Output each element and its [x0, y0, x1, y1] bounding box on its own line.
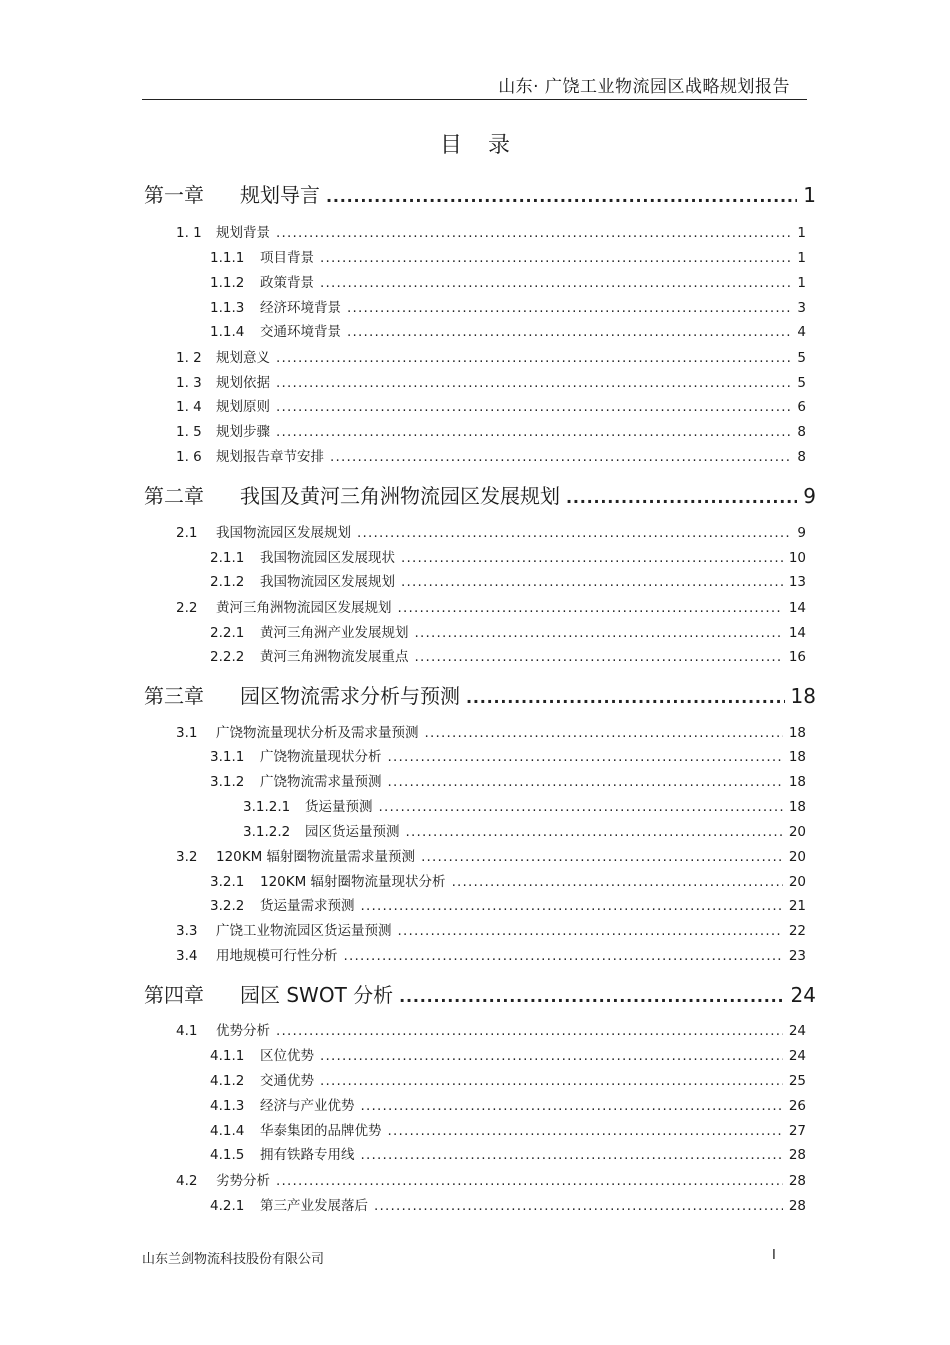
dot-leader	[276, 1173, 783, 1189]
toc-entry-number: 1. 1	[176, 225, 202, 241]
toc-entry[interactable]	[210, 1119, 806, 1139]
toc-entry-page: 1	[797, 225, 806, 241]
toc-entry[interactable]	[210, 1143, 806, 1163]
toc-entry-title: 黄河三角洲物流发展重点	[260, 649, 409, 665]
toc-entry-title: 项目背景	[260, 250, 314, 266]
toc-entry[interactable]	[210, 320, 806, 340]
toc-entry-number: 2.1	[176, 525, 198, 541]
dot-leader	[326, 187, 797, 206]
toc-entry-title: 华泰集团的品牌优势	[260, 1123, 382, 1139]
dot-leader	[388, 749, 783, 765]
toc-entry-number: 2.2.2	[210, 649, 245, 665]
toc-entry-number: 3.1.2.2	[243, 824, 291, 840]
dot-leader	[401, 574, 783, 590]
toc-entry-page: 18	[790, 684, 816, 708]
dot-leader	[330, 449, 791, 465]
toc-entry-title: 120KM 辐射圈物流量现状分析	[260, 874, 446, 890]
dot-leader	[374, 1198, 783, 1214]
running-header: 山东· 广饶工业物流园区战略规划报告	[498, 77, 790, 97]
dot-leader	[398, 923, 783, 939]
toc-entry-page: 13	[788, 574, 806, 590]
toc-entry[interactable]	[176, 1019, 806, 1039]
toc-entry-title: 我国物流园区发展现状	[260, 550, 395, 566]
toc-entry-page: 10	[788, 550, 806, 566]
toc-entry[interactable]	[210, 1194, 806, 1214]
toc-entry[interactable]	[176, 521, 806, 541]
toc-entry-page: 8	[797, 449, 806, 465]
toc-entry-page: 9	[803, 484, 816, 508]
toc-entry-page: 9	[797, 525, 806, 541]
toc-entry-page: 16	[788, 649, 806, 665]
toc-entry-title: 政策背景	[260, 275, 314, 291]
toc-entry-title: 广饶物流量现状分析及需求量预测	[216, 725, 419, 741]
toc-entry[interactable]	[176, 395, 806, 415]
toc-entry-number: 3.1.2.1	[243, 799, 291, 815]
toc-entry-page: 6	[797, 399, 806, 415]
dot-leader	[320, 275, 791, 291]
toc-entry-number: 1.1.1	[210, 250, 245, 266]
dot-leader	[276, 424, 791, 440]
toc-entry-page: 18	[788, 799, 806, 815]
toc-entry-number: 3.4	[176, 948, 198, 964]
toc-entry-title: 规划导言	[240, 183, 320, 207]
toc-entry-page: 24	[788, 1048, 806, 1064]
toc-entry[interactable]	[210, 570, 806, 590]
toc-entry-number: 1. 2	[176, 350, 202, 366]
toc-entry-number: 3.1.1	[210, 749, 245, 765]
dot-leader	[361, 1147, 783, 1163]
dot-leader	[398, 600, 783, 616]
toc-entry[interactable]	[210, 894, 806, 914]
dot-leader	[276, 225, 791, 241]
dot-leader	[361, 898, 783, 914]
toc-chapter-entry[interactable]	[144, 680, 816, 709]
toc-entry-title: 规划意义	[216, 350, 270, 366]
header-divider	[142, 99, 807, 100]
toc-entry-title: 规划步骤	[216, 424, 270, 440]
toc-entry-number: 3.1.2	[210, 774, 245, 790]
toc-entry-page: 28	[788, 1173, 806, 1189]
toc-entry-number: 1.1.4	[210, 324, 245, 340]
toc-entry-title: 用地规模可行性分析	[216, 948, 338, 964]
toc-entry-number: 2.2.1	[210, 625, 245, 641]
toc-chapter-entry[interactable]	[144, 979, 816, 1008]
toc-entry-page: 28	[788, 1198, 806, 1214]
toc-entry-number: 2.1.1	[210, 550, 245, 566]
toc-entry[interactable]	[176, 371, 806, 391]
toc-entry-title: 交通环境背景	[260, 324, 341, 340]
toc-entry-title: 规划原则	[216, 399, 270, 415]
footer-page-number: I	[772, 1248, 776, 1263]
toc-entry-page: 24	[790, 983, 816, 1007]
toc-entry[interactable]	[210, 271, 806, 291]
toc-entry-title: 拥有铁路专用线	[260, 1147, 355, 1163]
toc-entry[interactable]	[176, 919, 806, 939]
toc-entry-page: 1	[803, 183, 816, 207]
toc-entry-title: 规划背景	[216, 225, 270, 241]
dot-leader	[425, 725, 783, 741]
toc-entry-title: 120KM 辐射圈物流量需求量预测	[216, 849, 416, 865]
toc-entry[interactable]	[210, 745, 806, 765]
dot-leader	[347, 324, 791, 340]
toc-entry[interactable]	[210, 546, 806, 566]
toc-entry-title: 黄河三角洲物流园区发展规划	[216, 600, 392, 616]
toc-entry-page: 1	[797, 250, 806, 266]
dot-leader	[347, 300, 791, 316]
toc-entry-number: 3.1	[176, 725, 198, 741]
toc-entry-title: 园区物流需求分析与预测	[240, 684, 460, 708]
dot-leader	[276, 399, 791, 415]
toc-entry-page: 24	[788, 1023, 806, 1039]
toc-entry-page: 3	[797, 300, 806, 316]
toc-entry-number: 1. 4	[176, 399, 202, 415]
toc-entry-number: 4.1.3	[210, 1098, 245, 1114]
toc-entry-page: 20	[788, 849, 806, 865]
dot-leader	[421, 849, 783, 865]
toc-heading: 目录	[439, 133, 536, 158]
toc-entry-title: 区位优势	[260, 1048, 314, 1064]
toc-entry-title: 货运量需求预测	[260, 898, 355, 914]
toc-entry-title: 优势分析	[216, 1023, 270, 1039]
toc-entry-page: 4	[797, 324, 806, 340]
toc-entry-number: 1. 6	[176, 449, 202, 465]
toc-entry-number: 2.1.2	[210, 574, 245, 590]
toc-entry-number: 3.3	[176, 923, 198, 939]
toc-entry-title: 园区货运量预测	[305, 824, 400, 840]
toc-entry[interactable]	[176, 721, 806, 741]
toc-entry-number: 3.2.2	[210, 898, 245, 914]
toc-entry-page: 27	[788, 1123, 806, 1139]
toc-entry[interactable]	[243, 820, 806, 840]
toc-entry[interactable]	[243, 795, 806, 815]
dot-leader	[276, 375, 791, 391]
dot-leader	[415, 649, 783, 665]
dot-leader	[388, 774, 783, 790]
dot-leader	[401, 550, 783, 566]
dot-leader	[344, 948, 783, 964]
toc-entry-page: 23	[788, 948, 806, 964]
toc-entry-title: 经济环境背景	[260, 300, 341, 316]
dot-leader	[415, 625, 783, 641]
dot-leader	[361, 1098, 783, 1114]
toc-entry[interactable]	[210, 621, 806, 641]
toc-entry-title: 交通优势	[260, 1073, 314, 1089]
dot-leader	[357, 525, 791, 541]
dot-leader	[566, 488, 797, 507]
toc-entry-page: 18	[788, 774, 806, 790]
toc-entry-number: 4.1.4	[210, 1123, 245, 1139]
toc-entry-page: 18	[788, 725, 806, 741]
toc-entry-number: 1. 3	[176, 375, 202, 391]
toc-entry-page: 18	[788, 749, 806, 765]
toc-chapter-entry[interactable]	[144, 179, 816, 208]
toc-entry[interactable]	[176, 445, 806, 465]
toc-entry[interactable]	[210, 1094, 806, 1114]
dot-leader	[406, 824, 783, 840]
toc-entry-page: 14	[788, 600, 806, 616]
toc-entry-title: 货运量预测	[305, 799, 373, 815]
dot-leader	[320, 1073, 783, 1089]
toc-entry-page: 25	[788, 1073, 806, 1089]
toc-entry[interactable]	[176, 346, 806, 366]
toc-entry-page: 21	[788, 898, 806, 914]
toc-entry-number: 1.1.2	[210, 275, 245, 291]
toc-entry[interactable]	[210, 1044, 806, 1064]
toc-entry-page: 1	[797, 275, 806, 291]
toc-entry[interactable]	[210, 296, 806, 316]
footer-company: 山东兰剑物流科技股份有限公司	[142, 1252, 325, 1267]
toc-entry-page: 20	[788, 874, 806, 890]
toc-entry-number: 4.1.1	[210, 1048, 245, 1064]
dot-leader	[320, 250, 791, 266]
toc-entry-number: 3.2.1	[210, 874, 245, 890]
toc-entry-page: 8	[797, 424, 806, 440]
toc-entry-number: 1.1.3	[210, 300, 245, 316]
dot-leader	[388, 1123, 783, 1139]
toc-entry[interactable]	[210, 645, 806, 665]
toc-entry-title: 第三产业发展落后	[260, 1198, 368, 1214]
toc-entry-number: 第三章	[144, 684, 204, 708]
toc-entry[interactable]	[176, 1169, 806, 1189]
toc-entry-title: 广饶物流量现状分析	[260, 749, 382, 765]
toc-entry-title: 我国物流园区发展规划	[216, 525, 351, 541]
toc-entry-title: 我国及黄河三角洲物流园区发展规划	[240, 484, 560, 508]
toc-chapter-entry[interactable]	[144, 480, 816, 509]
toc-entry-number: 第二章	[144, 484, 204, 508]
dot-leader	[320, 1048, 783, 1064]
toc-entry-title: 黄河三角洲产业发展规划	[260, 625, 409, 641]
dot-leader	[276, 1023, 783, 1039]
toc-entry-page: 20	[788, 824, 806, 840]
dot-leader	[466, 688, 785, 707]
toc-entry-number: 4.2	[176, 1173, 198, 1189]
dot-leader	[379, 799, 783, 815]
toc-entry[interactable]	[176, 221, 806, 241]
toc-entry-title: 广饶工业物流园区货运量预测	[216, 923, 392, 939]
toc-entry-title: 经济与产业优势	[260, 1098, 355, 1114]
toc-entry[interactable]	[176, 845, 806, 865]
toc-entry-page: 28	[788, 1147, 806, 1163]
toc-entry-number: 2.2	[176, 600, 198, 616]
toc-entry-title: 园区 SWOT 分析	[240, 983, 394, 1007]
toc-entry[interactable]	[210, 770, 806, 790]
dot-leader	[276, 350, 791, 366]
toc-entry-number: 4.1	[176, 1023, 198, 1039]
toc-entry-number: 3.2	[176, 849, 198, 865]
toc-entry-page: 22	[788, 923, 806, 939]
toc-entry-title: 广饶物流需求量预测	[260, 774, 382, 790]
dot-leader	[399, 987, 784, 1006]
toc-entry-number: 第四章	[144, 983, 204, 1007]
toc-entry-page: 14	[788, 625, 806, 641]
toc-entry-title: 规划依据	[216, 375, 270, 391]
toc-entry-page: 5	[797, 375, 806, 391]
toc-entry-page: 26	[788, 1098, 806, 1114]
toc-entry-title: 规划报告章节安排	[216, 449, 324, 465]
toc-entry-number: 第一章	[144, 183, 204, 207]
toc-entry-title: 我国物流园区发展规划	[260, 574, 395, 590]
toc-entry-number: 4.1.2	[210, 1073, 245, 1089]
dot-leader	[452, 874, 783, 890]
toc-entry[interactable]	[210, 870, 806, 890]
toc-entry-number: 4.1.5	[210, 1147, 245, 1163]
toc-entry[interactable]	[176, 420, 806, 440]
toc-entry-number: 4.2.1	[210, 1198, 245, 1214]
toc-entry[interactable]	[210, 246, 806, 266]
toc-entry[interactable]	[176, 944, 806, 964]
toc-entry-title: 劣势分析	[216, 1173, 270, 1189]
toc-entry[interactable]	[176, 596, 806, 616]
toc-entry[interactable]	[210, 1069, 806, 1089]
toc-entry-page: 5	[797, 350, 806, 366]
toc-entry-number: 1. 5	[176, 424, 202, 440]
